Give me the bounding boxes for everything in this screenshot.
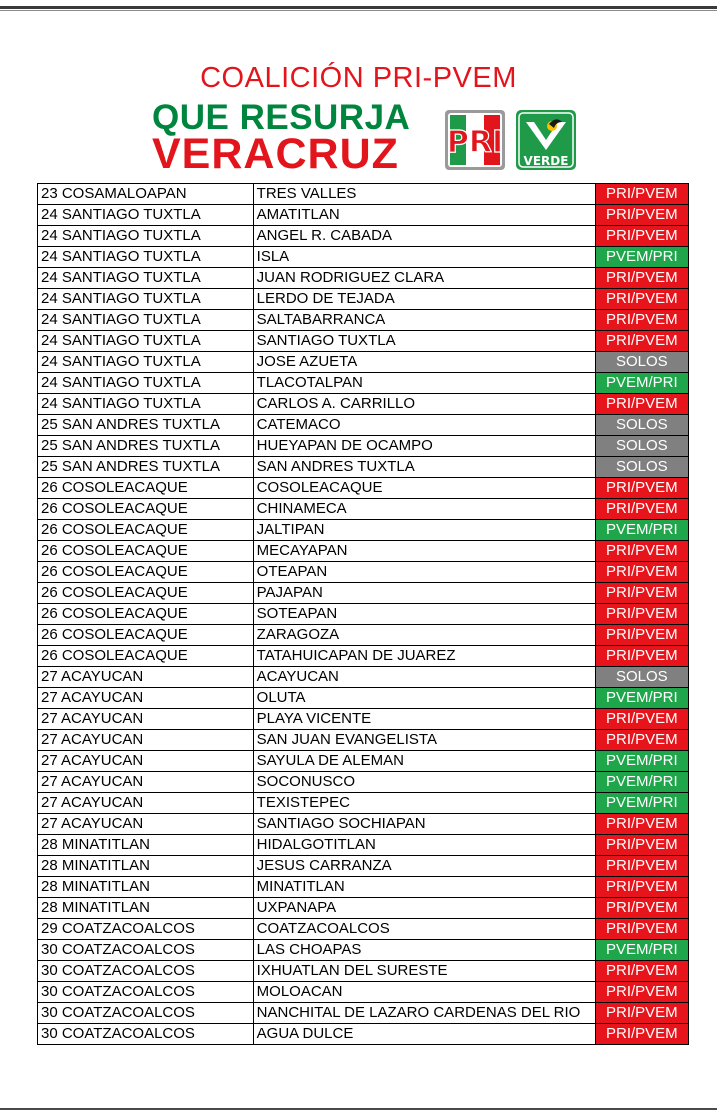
municipality-cell: COATZACOALCOS — [253, 919, 595, 940]
coalition-cell: PRI/PVEM — [595, 289, 688, 310]
coalition-cell: SOLOS — [595, 352, 688, 373]
district-cell: 25 SAN ANDRES TUXTLA — [38, 436, 254, 457]
district-cell: 28 MINATITLAN — [38, 835, 254, 856]
municipality-cell: JESUS CARRANZA — [253, 856, 595, 877]
district-cell: 25 SAN ANDRES TUXTLA — [38, 457, 254, 478]
coalition-cell: PRI/PVEM — [595, 961, 688, 982]
coalition-cell: PRI/PVEM — [595, 541, 688, 562]
district-cell: 30 COATZACOALCOS — [38, 940, 254, 961]
district-cell: 24 SANTIAGO TUXTLA — [38, 331, 254, 352]
coalition-cell: SOLOS — [595, 436, 688, 457]
coalition-cell: PVEM/PRI — [595, 751, 688, 772]
municipality-cell: OLUTA — [253, 688, 595, 709]
coalition-cell: PRI/PVEM — [595, 478, 688, 499]
district-cell: 30 COATZACOALCOS — [38, 1003, 254, 1024]
table-row — [38, 310, 689, 331]
top-rule — [0, 6, 717, 9]
coalition-cell: PRI/PVEM — [595, 625, 688, 646]
district-cell: 24 SANTIAGO TUXTLA — [38, 268, 254, 289]
municipality-cell: ACAYUCAN — [253, 667, 595, 688]
coalition-cell: PRI/PVEM — [595, 982, 688, 1003]
municipality-cell: SANTIAGO TUXTLA — [253, 331, 595, 352]
municipality-cell: OTEAPAN — [253, 562, 595, 583]
coalition-cell: PVEM/PRI — [595, 688, 688, 709]
municipality-cell: TATAHUICAPAN DE JUAREZ — [253, 646, 595, 667]
municipality-cell: SANTIAGO SOCHIAPAN — [253, 814, 595, 835]
table-row — [38, 772, 689, 793]
verde-logo-icon — [516, 110, 576, 170]
municipality-cell: ZARAGOZA — [253, 625, 595, 646]
municipality-cell: ANGEL R. CABADA — [253, 226, 595, 247]
table-row — [38, 373, 689, 394]
table-row — [38, 625, 689, 646]
district-cell: 26 COSOLEACAQUE — [38, 541, 254, 562]
table-row — [38, 562, 689, 583]
coalition-cell: PRI/PVEM — [595, 877, 688, 898]
municipality-cell: HIDALGOTITLAN — [253, 835, 595, 856]
table-row — [38, 877, 689, 898]
coalition-title: COALICIÓN PRI-PVEM — [200, 62, 517, 94]
coalition-table — [37, 183, 689, 1045]
coalition-cell: PVEM/PRI — [595, 793, 688, 814]
table-row — [38, 667, 689, 688]
coalition-cell: PRI/PVEM — [595, 1024, 688, 1045]
municipality-cell: PAJAPAN — [253, 583, 595, 604]
municipality-cell: SOCONUSCO — [253, 772, 595, 793]
coalition-cell: PVEM/PRI — [595, 772, 688, 793]
municipality-cell: TLACOTALPAN — [253, 373, 595, 394]
district-cell: 27 ACAYUCAN — [38, 730, 254, 751]
table-row — [38, 394, 689, 415]
district-cell: 24 SANTIAGO TUXTLA — [38, 289, 254, 310]
municipality-cell: JUAN RODRIGUEZ CLARA — [253, 268, 595, 289]
district-cell: 26 COSOLEACAQUE — [38, 583, 254, 604]
municipality-cell: MINATITLAN — [253, 877, 595, 898]
coalition-cell: PRI/PVEM — [595, 919, 688, 940]
municipality-cell: SOTEAPAN — [253, 604, 595, 625]
coalition-cell: PRI/PVEM — [595, 898, 688, 919]
municipality-cell: AMATITLAN — [253, 205, 595, 226]
municipality-cell: MOLOACAN — [253, 982, 595, 1003]
district-cell: 28 MINATITLAN — [38, 856, 254, 877]
municipality-cell: AGUA DULCE — [253, 1024, 595, 1045]
district-cell: 30 COATZACOALCOS — [38, 961, 254, 982]
district-cell: 30 COATZACOALCOS — [38, 982, 254, 1003]
municipality-cell: JALTIPAN — [253, 520, 595, 541]
district-cell: 27 ACAYUCAN — [38, 793, 254, 814]
district-cell: 26 COSOLEACAQUE — [38, 499, 254, 520]
municipality-cell: PLAYA VICENTE — [253, 709, 595, 730]
table-row — [38, 940, 689, 961]
table-row — [38, 751, 689, 772]
municipality-cell: SALTABARRANCA — [253, 310, 595, 331]
coalition-cell: SOLOS — [595, 667, 688, 688]
table-row — [38, 184, 689, 205]
district-cell: 28 MINATITLAN — [38, 898, 254, 919]
municipality-cell: TRES VALLES — [253, 184, 595, 205]
coalition-cell: PRI/PVEM — [595, 394, 688, 415]
table-row — [38, 436, 689, 457]
district-cell: 24 SANTIAGO TUXTLA — [38, 394, 254, 415]
verde-logo-text: VERDE — [523, 154, 569, 168]
slogan — [152, 100, 432, 176]
coalition-cell: PRI/PVEM — [595, 583, 688, 604]
municipality-cell: CARLOS A. CARRILLO — [253, 394, 595, 415]
district-cell: 29 COATZACOALCOS — [38, 919, 254, 940]
district-cell: 24 SANTIAGO TUXTLA — [38, 226, 254, 247]
district-cell: 27 ACAYUCAN — [38, 814, 254, 835]
municipality-cell: CATEMACO — [253, 415, 595, 436]
table-row — [38, 856, 689, 877]
table-row — [38, 499, 689, 520]
table-row — [38, 289, 689, 310]
municipality-cell: MECAYAPAN — [253, 541, 595, 562]
municipality-cell: UXPANAPA — [253, 898, 595, 919]
table-row — [38, 730, 689, 751]
district-cell: 26 COSOLEACAQUE — [38, 604, 254, 625]
pri-logo-icon — [445, 110, 505, 170]
coalition-cell: PRI/PVEM — [595, 562, 688, 583]
district-cell: 27 ACAYUCAN — [38, 688, 254, 709]
district-cell: 24 SANTIAGO TUXTLA — [38, 310, 254, 331]
table-row — [38, 688, 689, 709]
municipality-cell: COSOLEACAQUE — [253, 478, 595, 499]
coalition-cell: PRI/PVEM — [595, 499, 688, 520]
coalition-cell: PRI/PVEM — [595, 709, 688, 730]
table-row — [38, 1024, 689, 1045]
table-row — [38, 919, 689, 940]
district-cell: 26 COSOLEACAQUE — [38, 646, 254, 667]
table-row — [38, 583, 689, 604]
municipality-cell: ISLA — [253, 247, 595, 268]
municipality-cell: LAS CHOAPAS — [253, 940, 595, 961]
table-row — [38, 205, 689, 226]
district-cell: 27 ACAYUCAN — [38, 772, 254, 793]
table-row — [38, 604, 689, 625]
coalition-cell: SOLOS — [595, 415, 688, 436]
table-row — [38, 793, 689, 814]
district-cell: 24 SANTIAGO TUXTLA — [38, 352, 254, 373]
district-cell: 24 SANTIAGO TUXTLA — [38, 373, 254, 394]
table-row — [38, 646, 689, 667]
municipality-cell: SAYULA DE ALEMAN — [253, 751, 595, 772]
municipality-cell: JOSE AZUETA — [253, 352, 595, 373]
district-cell: 26 COSOLEACAQUE — [38, 562, 254, 583]
pri-logo-text: PRI — [446, 125, 504, 160]
municipality-cell: CHINAMECA — [253, 499, 595, 520]
municipality-cell: LERDO DE TEJADA — [253, 289, 595, 310]
district-cell: 27 ACAYUCAN — [38, 751, 254, 772]
table-row — [38, 814, 689, 835]
table-row — [38, 226, 689, 247]
table-row — [38, 457, 689, 478]
table-row — [38, 982, 689, 1003]
district-cell: 26 COSOLEACAQUE — [38, 625, 254, 646]
municipality-cell: IXHUATLAN DEL SURESTE — [253, 961, 595, 982]
table-row — [38, 709, 689, 730]
bottom-rule — [0, 1108, 717, 1110]
table-row — [38, 352, 689, 373]
district-cell: 28 MINATITLAN — [38, 877, 254, 898]
coalition-cell: PRI/PVEM — [595, 331, 688, 352]
table-row — [38, 268, 689, 289]
coalition-cell: SOLOS — [595, 457, 688, 478]
table-row — [38, 835, 689, 856]
municipality-cell: TEXISTEPEC — [253, 793, 595, 814]
coalition-cell: PRI/PVEM — [595, 730, 688, 751]
coalition-cell: PVEM/PRI — [595, 940, 688, 961]
coalition-cell: PRI/PVEM — [595, 646, 688, 667]
municipality-cell: NANCHITAL DE LAZARO CARDENAS DEL RIO — [253, 1003, 595, 1024]
coalition-cell: PRI/PVEM — [595, 1003, 688, 1024]
table-row — [38, 478, 689, 499]
district-cell: 25 SAN ANDRES TUXTLA — [38, 415, 254, 436]
district-cell: 26 COSOLEACAQUE — [38, 520, 254, 541]
coalition-cell: PRI/PVEM — [595, 814, 688, 835]
coalition-cell: PRI/PVEM — [595, 835, 688, 856]
table-row — [38, 247, 689, 268]
coalition-cell: PRI/PVEM — [595, 268, 688, 289]
table-row — [38, 520, 689, 541]
table-body — [38, 184, 689, 1045]
table-row — [38, 898, 689, 919]
coalition-cell: PRI/PVEM — [595, 856, 688, 877]
slogan-line-2: VERACRUZ — [152, 130, 399, 178]
district-cell: 23 COSAMALOAPAN — [38, 184, 254, 205]
municipality-cell: SAN JUAN EVANGELISTA — [253, 730, 595, 751]
municipality-cell: SAN ANDRES TUXTLA — [253, 457, 595, 478]
coalition-cell: PRI/PVEM — [595, 184, 688, 205]
municipality-cell: HUEYAPAN DE OCAMPO — [253, 436, 595, 457]
district-cell: 27 ACAYUCAN — [38, 667, 254, 688]
coalition-cell: PRI/PVEM — [595, 310, 688, 331]
table-row — [38, 541, 689, 562]
coalition-cell: PVEM/PRI — [595, 373, 688, 394]
district-cell: 24 SANTIAGO TUXTLA — [38, 205, 254, 226]
coalition-cell: PRI/PVEM — [595, 205, 688, 226]
district-cell: 27 ACAYUCAN — [38, 709, 254, 730]
district-cell: 26 COSOLEACAQUE — [38, 478, 254, 499]
slogan-line-1: QUE RESURJA — [152, 98, 411, 137]
table-row — [38, 961, 689, 982]
table-row — [38, 1003, 689, 1024]
district-cell: 30 COATZACOALCOS — [38, 1024, 254, 1045]
coalition-cell: PVEM/PRI — [595, 247, 688, 268]
coalition-cell: PVEM/PRI — [595, 520, 688, 541]
table-row — [38, 331, 689, 352]
table-row — [38, 415, 689, 436]
coalition-cell: PRI/PVEM — [595, 226, 688, 247]
coalition-cell: PRI/PVEM — [595, 604, 688, 625]
district-cell: 24 SANTIAGO TUXTLA — [38, 247, 254, 268]
